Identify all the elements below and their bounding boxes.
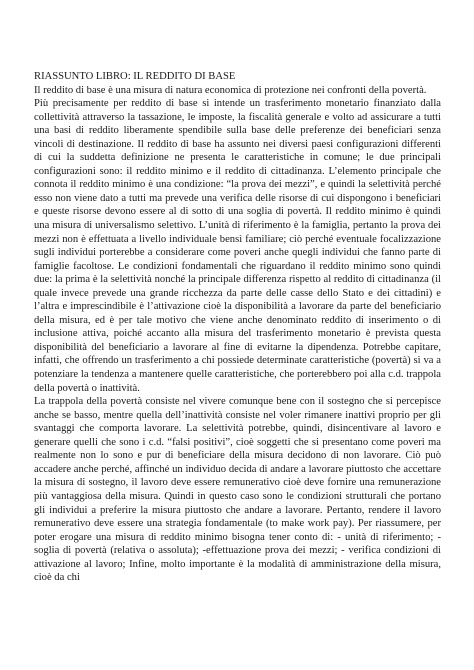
- paragraph-intro: Il reddito di base è una misura di natura economica di protezione nei confronti della povertà.: [34, 84, 427, 96]
- paragraph-definition: Più precisamente per reddito di base si intende un trasferimento monetario finanziato dalla collettività attraverso la tassazione, le imposte, la fiscalità generale e volto ad assicurare a tutti una basi di reddito liberamente spendibile sulla base delle preferenze dei beneficiari senza vincoli di destinazione. Il reddito di base ha assunto nei diversi paesi configurazioni differenti di cui la suddetta definizione ne presenta le caratteristiche in comune; le due principali configurazioni sono: il reddito minimo e il reddito di cittadinanza. L’elemento principale che connota il reddito minimo è una condizione: “la prova dei mezzi”, e quindi la selettività perché esso non viene dato a tutti ma prevede una verifica delle risorse di cui dispongono i beneficiari e queste risorse devono essere al di sotto di una soglia di povertà. Il reddito minimo è quindi una misura di universalismo selettivo. L’unità di riferimento è la famiglia, pertanto la prova dei mezzi non è effettuata a livello individuale bensì familiare; ciò perché eventuale focalizzazione sugli individui porterebbe a considerare come poveri anche quegli individui che fanno parte di famiglie facoltose. Le condizioni fondamentali che riguardano il reddito minimo sono quindi due: la prima è la selettività nonché la principale differenza rispetto al reddito di cittadinanza (il quale invece prevede una grande ricchezza da parte delle casse dello Stato e dei cittadini) e l’altra e imprescindibile è l’attivazione cioè la disponibilità a lavorare da parte del beneficiario della misura, ed è per tale motivo che viene anche denominato reddito di inserimento o di inclusione attiva, poiché accanto alla misura del trasferimento monetario è prevista questa disponibilità del beneficiario a lavorare al fine di evitarne la dipendenza. Potrebbe capitare, infatti, che offrendo un trasferimento a chi possiede determinate caratteristiche (povertà) si va a potenziare la tendenza a mantenere quelle caratteristiche, che porterebbero poi alla c.d. trappola della povertà o inattività.: [34, 98, 441, 394]
- document-body: [34, 70, 441, 585]
- document-title: RIASSUNTO LIBRO: IL REDDITO DI BASE: [34, 71, 236, 82]
- paragraph-poverty-trap: La trappola della povertà consiste nel vivere comunque bene con il sostegno che si percepisce anche se basso, mentre quella dell’inattività consiste nel voler rimanere inattivi proprio per gli svantaggi che comporta lavorare. La selettività potrebbe, quindi, disincentivare al lavoro e generare quelli che sono i c.d. “falsi positivi”, cioè soggetti che si presentano come poveri ma realmente non lo sono e pur di beneficiare della misura decidono di non lavorare. Ciò può accadere anche perché, affinché un individuo decida di andare a lavorare piuttosto che accettare la misura di sostegno, il lavoro deve essere remunerativo cioè deve fornire una remunerazione più vantaggiosa della misura. Quindi in questo caso sono le condizioni strutturali che portano gli individui a preferire la misura piuttosto che andare a lavorare. Pertanto, rendere il lavoro remunerativo deve essere una strategia fondamentale (to make work pay). Per riassumere, per poter erogare una misura di reddito minimo bisogna tener conto di: - unità di riferimento; - soglia di povertà (relativa o assoluta); -effettuazione prova dei mezzi; - verifica condizioni di attivazione al lavoro; Infine, molto importante è la modalità di amministrazione della misura, cioè da chi: [34, 396, 441, 584]
